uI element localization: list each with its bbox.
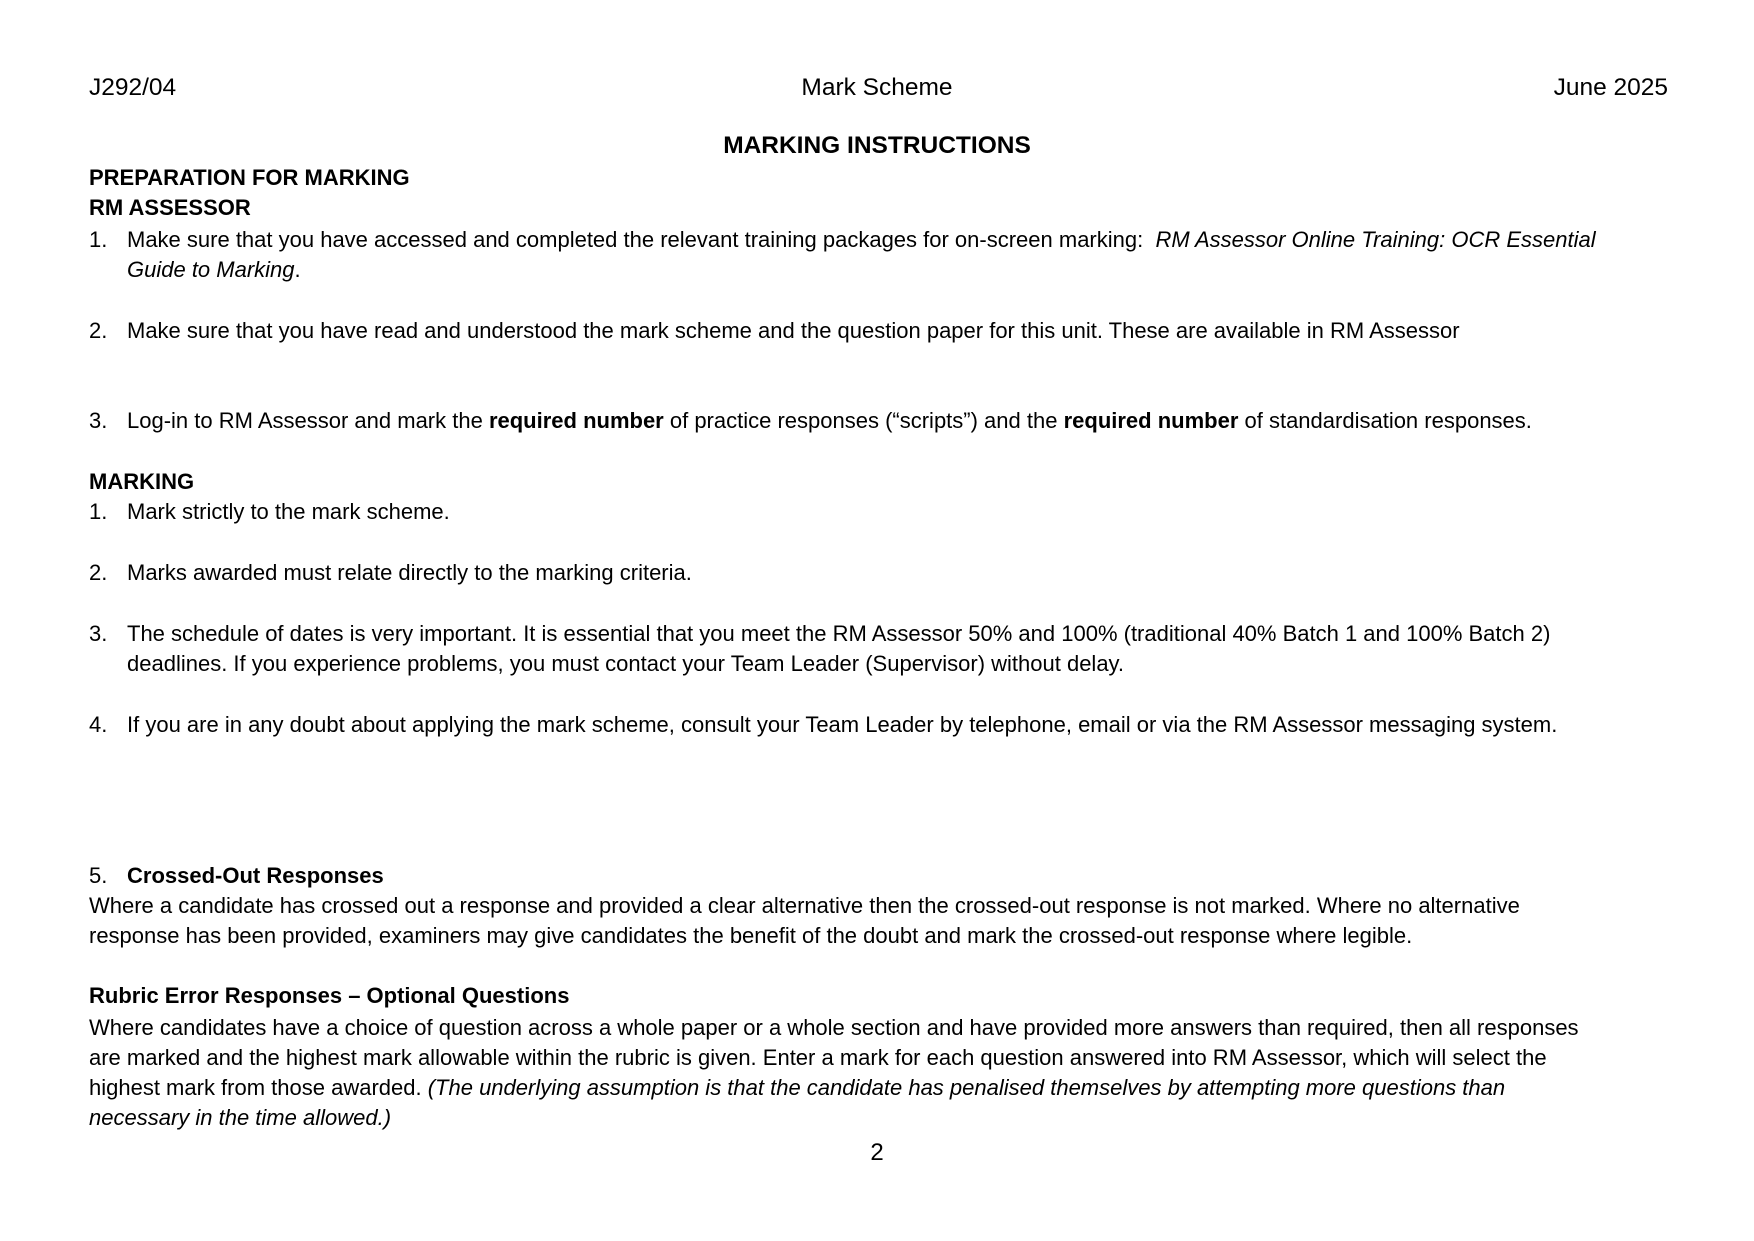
list-number: 2. — [89, 318, 108, 343]
rubric-title: Rubric Error Responses – Optional Questions — [89, 983, 570, 1008]
training-title-cont: Guide to Marking — [127, 257, 295, 282]
training-title: RM Assessor Online Training: OCR Essential — [1155, 227, 1596, 252]
list-text: The schedule of dates is very important. It is essential that you meet the RM Assessor 50% and 100% (traditional 40% Batch 1 and 100% Batch 2) deadlines. If you experience problems, you must contact your Team Leader (Supervisor) without delay. — [127, 621, 1551, 676]
list-number: 4. — [89, 712, 108, 737]
page-heading: MARKING INSTRUCTIONS — [723, 132, 1031, 159]
rm-assessor-subtitle: RM ASSESSOR — [89, 195, 251, 220]
list-text: Make sure that you have accessed and completed the relevant training packages for on-screen marking: RM Assessor Online Training: OCR Essential Guide to Marking. — [127, 227, 1596, 282]
crossed-out-paragraph: Where a candidate has crossed out a response and provided a clear alternative then the crossed-out response is not marked. Where no alternative response has been provided, examiners may give candidates the benefit of the doubt and mark the crossed-out response where legible. — [89, 893, 1520, 948]
list-number: 3. — [89, 408, 108, 433]
list-text: Make sure that you have read and understood the mark scheme and the question paper for this unit. These are available in RM Assessor — [127, 318, 1460, 343]
rubric-paragraph: Where candidates have a choice of question across a whole paper or a whole section and have provided more answers than required, then all responses are marked and the highest mark allowable within the rubric is given. Enter a mark for each question answered into RM Assessor, which will select the highest mark from those awarded. (The underlying assumption is that the candidate has penalised themselves by attempting more questions than necessary in the time allowed.) — [89, 1015, 1579, 1130]
crossed-out-title: Crossed-Out Responses — [127, 863, 384, 888]
list-number: 5. — [89, 863, 108, 888]
preparation-title: PREPARATION FOR MARKING — [89, 165, 410, 190]
list-number: 2. — [89, 560, 108, 585]
marking-title: MARKING — [89, 469, 195, 494]
page-number: 2 — [870, 1139, 884, 1166]
list-text: Marks awarded must relate directly to the marking criteria. — [127, 560, 692, 585]
list-number: 1. — [89, 499, 108, 524]
list-number: 3. — [89, 621, 108, 646]
document-date: June 2025 — [1553, 74, 1668, 101]
list-text: Log-in to RM Assessor and mark the required number of practice responses (“scripts”) and the required number of standardisation responses. — [127, 408, 1532, 433]
document-title: Mark Scheme — [801, 74, 953, 101]
list-number: 1. — [89, 227, 108, 252]
list-text: Mark strictly to the mark scheme. — [127, 499, 450, 524]
paper-code: J292/04 — [89, 74, 177, 101]
list-text: If you are in any doubt about applying the mark scheme, consult your Team Leader by telephone, email or via the RM Assessor messaging system. — [127, 712, 1558, 737]
